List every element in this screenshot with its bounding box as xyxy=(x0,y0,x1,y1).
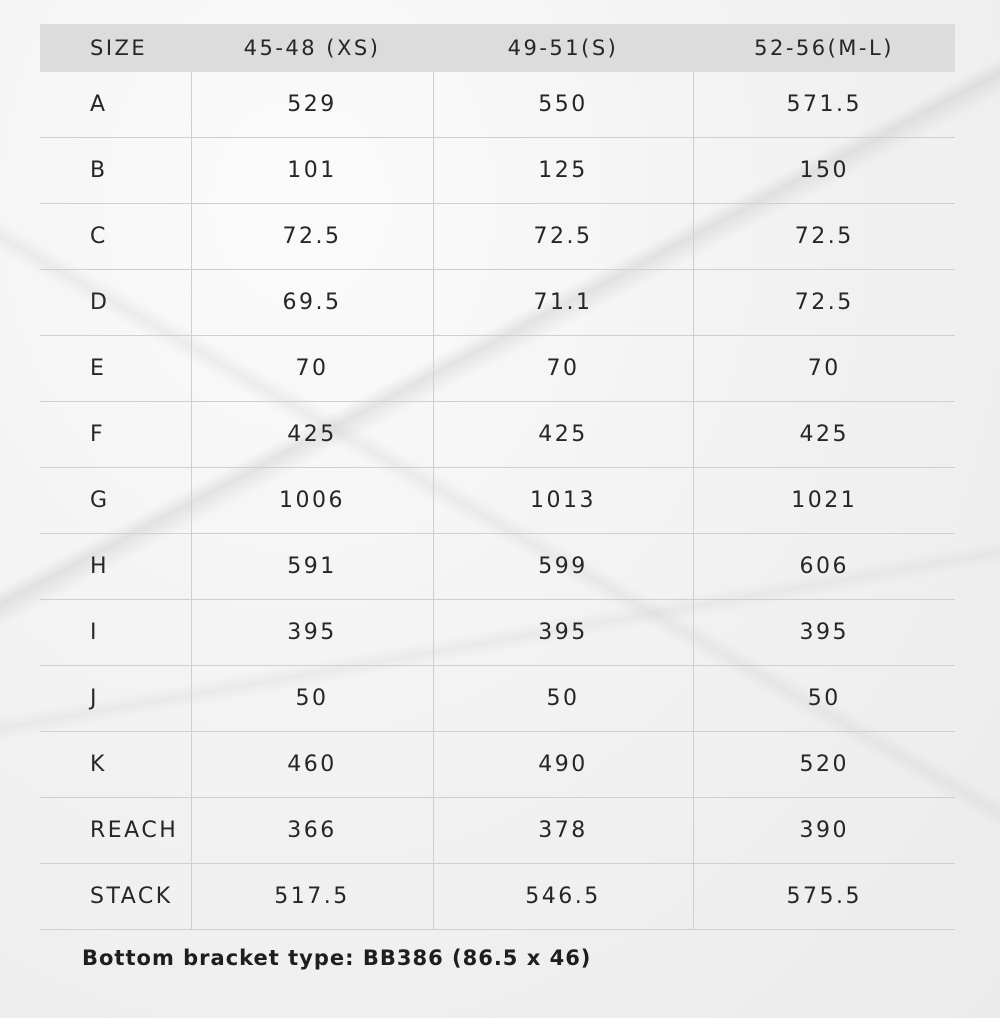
header-row xyxy=(40,24,955,72)
cell-value: 366 xyxy=(191,798,433,864)
cell-value: 50 xyxy=(693,666,955,732)
cell-value: 425 xyxy=(693,402,955,468)
cell-value: 571.5 xyxy=(693,72,955,138)
cell-value: 546.5 xyxy=(433,864,693,930)
cell-value: 1021 xyxy=(693,468,955,534)
cell-value: 71.1 xyxy=(433,270,693,336)
table-row xyxy=(40,864,955,930)
cell-value: 460 xyxy=(191,732,433,798)
table-row xyxy=(40,600,955,666)
row-label: I xyxy=(40,600,191,666)
row-label: G xyxy=(40,468,191,534)
cell-value: 520 xyxy=(693,732,955,798)
row-label: E xyxy=(40,336,191,402)
cell-value: 395 xyxy=(433,600,693,666)
cell-value: 575.5 xyxy=(693,864,955,930)
row-label: D xyxy=(40,270,191,336)
table-row xyxy=(40,666,955,732)
cell-value: 591 xyxy=(191,534,433,600)
cell-value: 125 xyxy=(433,138,693,204)
cell-value: 606 xyxy=(693,534,955,600)
cell-value: 70 xyxy=(191,336,433,402)
table-body xyxy=(40,72,955,930)
cell-value: 599 xyxy=(433,534,693,600)
row-label: REACH xyxy=(40,798,191,864)
cell-value: 72.5 xyxy=(693,270,955,336)
cell-value: 70 xyxy=(693,336,955,402)
cell-value: 50 xyxy=(191,666,433,732)
bottom-bracket-note: Bottom bracket type: BB386 (86.5 x 46) xyxy=(82,946,592,970)
table-header xyxy=(40,24,955,72)
row-label: C xyxy=(40,204,191,270)
cell-value: 101 xyxy=(191,138,433,204)
cell-value: 395 xyxy=(693,600,955,666)
cell-value: 72.5 xyxy=(191,204,433,270)
cell-value: 550 xyxy=(433,72,693,138)
cell-value: 529 xyxy=(191,72,433,138)
geometry-size-table xyxy=(40,24,955,930)
row-label: F xyxy=(40,402,191,468)
table-row xyxy=(40,72,955,138)
cell-value: 490 xyxy=(433,732,693,798)
cell-value: 517.5 xyxy=(191,864,433,930)
table-row xyxy=(40,204,955,270)
cell-value: 1013 xyxy=(433,468,693,534)
row-label: J xyxy=(40,666,191,732)
table-row xyxy=(40,402,955,468)
row-label: A xyxy=(40,72,191,138)
row-label: B xyxy=(40,138,191,204)
row-label: K xyxy=(40,732,191,798)
cell-value: 378 xyxy=(433,798,693,864)
cell-value: 425 xyxy=(191,402,433,468)
cell-value: 395 xyxy=(191,600,433,666)
header-size-s: 49-51(S) xyxy=(433,24,693,72)
row-label: H xyxy=(40,534,191,600)
header-size: SIZE xyxy=(40,24,191,72)
table-row xyxy=(40,732,955,798)
table-row xyxy=(40,468,955,534)
header-size-m-l: 52-56(M-L) xyxy=(693,24,955,72)
cell-value: 150 xyxy=(693,138,955,204)
cell-value: 69.5 xyxy=(191,270,433,336)
table-row xyxy=(40,270,955,336)
cell-value: 72.5 xyxy=(693,204,955,270)
cell-value: 1006 xyxy=(191,468,433,534)
table-row xyxy=(40,798,955,864)
row-label: STACK xyxy=(40,864,191,930)
table-row xyxy=(40,534,955,600)
cell-value: 425 xyxy=(433,402,693,468)
header-size-xs: 45-48 (XS) xyxy=(191,24,433,72)
table-row xyxy=(40,336,955,402)
cell-value: 72.5 xyxy=(433,204,693,270)
cell-value: 390 xyxy=(693,798,955,864)
cell-value: 50 xyxy=(433,666,693,732)
cell-value: 70 xyxy=(433,336,693,402)
table-row xyxy=(40,138,955,204)
